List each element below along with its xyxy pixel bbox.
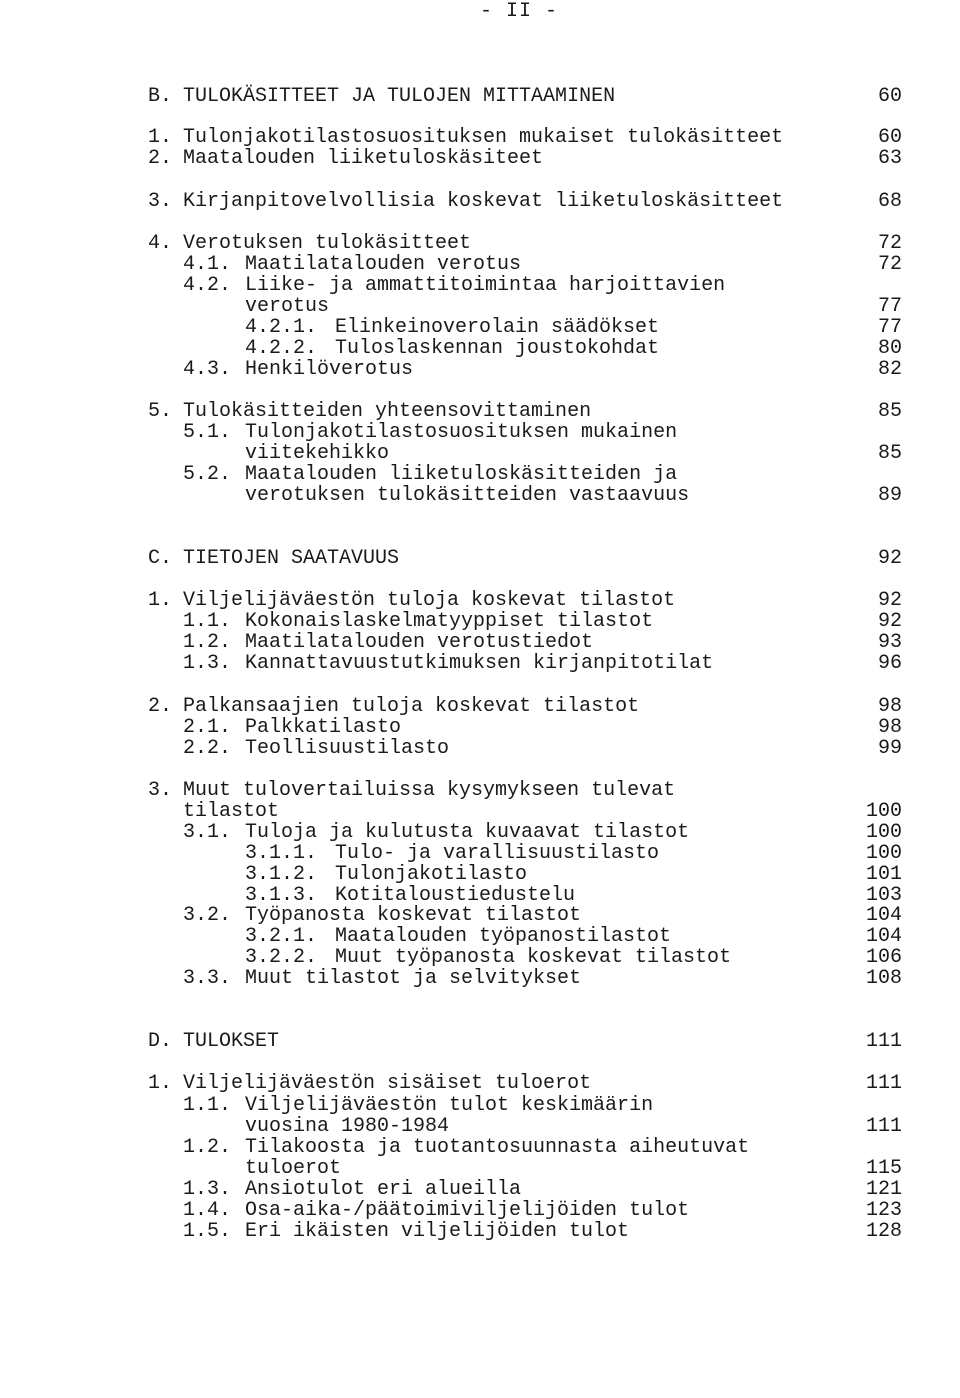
toc-entry [0,1221,960,1243]
toc-entry-page-number: 98 [877,695,902,718]
toc-entry [0,590,960,612]
toc-entry-page-number: 72 [877,232,902,255]
toc-entry-number: C. [148,547,173,570]
toc-entry-page-number: 85 [877,400,902,423]
toc-entry-number: 5.1. [183,421,232,444]
toc-entry-title: Maatilatalouden verotus [245,253,522,276]
toc-entry-title: Tulo- ja varallisuustilasto [335,842,660,865]
toc-entry [0,905,960,927]
toc-entry [0,254,960,276]
toc-entry [0,359,960,381]
toc-entry-number: 3.1.3. [245,884,318,907]
toc-entry-title: Henkilöverotus [245,358,414,381]
toc-entry-title: Maatalouden liiketuloskäsitteiden ja [245,463,678,486]
toc-entry-title: Tilakoosta ja tuotantosuunnasta aiheutuvat [245,1136,750,1159]
toc-entry-title: Osa-aika-/päätoimiviljelijöiden tulot [245,1199,690,1222]
toc-entry-number: 2.1. [183,716,232,739]
toc-entry-number: 2.2. [183,737,232,760]
toc-entry-title: Maatalouden liiketuloskäsiteet [183,147,544,170]
toc-entry [0,422,960,444]
toc-entry-page-number: 128 [865,1220,902,1243]
toc-entry-title: Tulokäsitteiden yhteensovittaminen [183,400,592,423]
toc-entry-title: Ansiotulot eri alueilla [245,1178,522,1201]
toc-entry [0,696,960,718]
toc-entry-title: Liike- ja ammattitoimintaa harjoittavien [245,274,726,297]
toc-entry-title: Viljelijäväestön tulot keskimäärin [245,1094,654,1117]
toc-entry-title: viitekehikko [245,442,390,465]
toc-entry-page-number: 111 [865,1072,902,1095]
toc-entry-number: 1. [148,1072,173,1095]
toc-entry-page-number: 63 [877,147,902,170]
toc-entry [0,86,960,108]
toc-entry [0,1179,960,1201]
toc-entry-page-number: 103 [865,884,902,907]
toc-entry-title: tuloerot [245,1157,342,1180]
toc-entry [0,443,960,465]
toc-entry-title: Tulonjakotilastosuosituksen mukainen [245,421,678,444]
toc-entry-page-number: 60 [877,85,902,108]
toc-entry-number: 3.2. [183,904,232,927]
toc-entry [0,1137,960,1159]
toc-entry-page-number: 111 [865,1115,902,1138]
toc-entry-page-number: 72 [877,253,902,276]
toc-entry-number: 1.2. [183,631,232,654]
toc-entry-title: Tuloja ja kulutusta kuvaavat tilastot [245,821,690,844]
toc-entry-title: Palkkatilasto [245,716,402,739]
toc-entry-page-number: 104 [865,925,902,948]
toc-entry-title: Palkansaajien tuloja koskevat tilastot [183,695,640,718]
toc-entry-title: Muut työpanosta koskevat tilastot [335,946,732,969]
toc-entry-number: 1.3. [183,1178,232,1201]
toc-entry-number: B. [148,85,173,108]
toc-entry-page-number: 77 [877,295,902,318]
toc-entry-page-number: 99 [877,737,902,760]
toc-entry-number: 1.1. [183,1094,232,1117]
toc-entry-page-number: 115 [865,1157,902,1180]
toc-entry-page-number: 108 [865,967,902,990]
toc-entry-number: 1. [148,589,173,612]
toc-entry-page-number: 100 [865,821,902,844]
toc-entry-title: Viljelijäväestön sisäiset tuloerot [183,1072,592,1095]
toc-entry [0,926,960,948]
toc-entry-title: Muut tilastot ja selvitykset [245,967,582,990]
toc-entry-number: 3.1.1. [245,842,318,865]
toc-entry-page-number: 89 [877,484,902,507]
toc-entry [0,233,960,255]
toc-entry [0,1031,960,1053]
page-number-header: - II - [480,0,559,23]
toc-entry-title: Kokonaislaskelmatyyppiset tilastot [245,610,654,633]
toc-entry-page-number: 68 [877,190,902,213]
toc-entry-number: 2. [148,147,173,170]
toc-entry-page-number: 111 [865,1030,902,1053]
toc-entry-number: 4.2. [183,274,232,297]
toc-entry-number: 3.2.2. [245,946,318,969]
toc-entry [0,611,960,633]
toc-entry-number: 4.1. [183,253,232,276]
toc-entry-number: 4.2.1. [245,316,318,339]
toc-entry-page-number: 85 [877,442,902,465]
toc-entry-number: 1.2. [183,1136,232,1159]
toc-entry [0,338,960,360]
toc-entry-page-number: 121 [865,1178,902,1201]
toc-entry-title: Tuloslaskennan joustokohdat [335,337,660,360]
toc-entry-number: 3.1. [183,821,232,844]
toc-entry-title: TIETOJEN SAATAVUUS [183,547,400,570]
toc-entry-page-number: 82 [877,358,902,381]
toc-entry-page-number: 93 [877,631,902,654]
toc-entry-title: Muut tulovertailuissa kysymykseen tulevat [183,779,676,802]
toc-entry-number: D. [148,1030,173,1053]
toc-entry [0,1073,960,1095]
toc-entry-page-number: 77 [877,316,902,339]
toc-entry-title: Tulonjakotilastosuosituksen mukaiset tulokäsitteet [183,126,784,149]
toc-entry [0,947,960,969]
toc-entry-number: 3.1.2. [245,863,318,886]
toc-entry-title: Työpanosta koskevat tilastot [245,904,582,927]
toc-entry [0,275,960,297]
toc-entry [0,843,960,865]
toc-entry [0,464,960,486]
toc-entry-number: 3.2.1. [245,925,318,948]
toc-entry-page-number: 98 [877,716,902,739]
toc-entry-page-number: 101 [865,863,902,886]
toc-entry-title: verotus [245,295,330,318]
toc-entry [0,738,960,760]
toc-entry-title: TULOKSET [183,1030,280,1053]
toc-entry-title: Tulonjakotilasto [335,863,528,886]
toc-entry [0,548,960,570]
toc-entry-page-number: 80 [877,337,902,360]
toc-entry [0,485,960,507]
toc-entry [0,1158,960,1180]
toc-entry-number: 5. [148,400,173,423]
toc-entry-number: 1. [148,126,173,149]
toc-entry-title: Viljelijäväestön tuloja koskevat tilastot [183,589,676,612]
toc-entry [0,1200,960,1222]
toc-entry [0,148,960,170]
toc-entry [0,1095,960,1117]
toc-entry [0,968,960,990]
toc-entry-title: Teollisuustilasto [245,737,450,760]
toc-entry-page-number: 100 [865,800,902,823]
toc-entry-number: 1.5. [183,1220,232,1243]
toc-entry-title: Verotuksen tulokäsitteet [183,232,472,255]
toc-entry [0,822,960,844]
toc-entry-title: Elinkeinoverolain säädökset [335,316,660,339]
toc-entry-page-number: 100 [865,842,902,865]
toc-entry-number: 4.2.2. [245,337,318,360]
toc-entry-number: 5.2. [183,463,232,486]
toc-entry-page-number: 92 [877,610,902,633]
toc-entry-number: 3. [148,779,173,802]
toc-entry [0,1116,960,1138]
toc-entry-title: vuosina 1980-1984 [245,1115,450,1138]
toc-entry-title: Kirjanpitovelvollisia koskevat liiketuloskäsitteet [183,190,784,213]
toc-entry-number: 3.3. [183,967,232,990]
toc-entry-page-number: 104 [865,904,902,927]
toc-entry-title: verotuksen tulokäsitteiden vastaavuus [245,484,690,507]
toc-entry-page-number: 92 [877,589,902,612]
toc-entry [0,717,960,739]
toc-entry-title: Kotitaloustiedustelu [335,884,576,907]
toc-entry-title: Eri ikäisten viljelijöiden tulot [245,1220,630,1243]
toc-entry [0,864,960,886]
toc-entry [0,127,960,149]
toc-entry-number: 1.1. [183,610,232,633]
toc-entry [0,801,960,823]
toc-entry-number: 2. [148,695,173,718]
toc-entry-number: 3. [148,190,173,213]
toc-entry-page-number: 60 [877,126,902,149]
toc-entry-page-number: 96 [877,652,902,675]
toc-entry-title: tilastot [183,800,280,823]
toc-entry [0,401,960,423]
toc-entry-number: 4.3. [183,358,232,381]
toc-entry-title: TULOKÄSITTEET JA TULOJEN MITTAAMINEN [183,85,616,108]
toc-entry [0,296,960,318]
toc-entry-number: 1.3. [183,652,232,675]
toc-entry [0,317,960,339]
toc-entry [0,191,960,213]
toc-entry-title: Maatalouden työpanostilastot [335,925,672,948]
toc-entry-page-number: 123 [865,1199,902,1222]
toc-entry-page-number: 92 [877,547,902,570]
toc-entry [0,653,960,675]
toc-entry-page-number: 106 [865,946,902,969]
toc-entry-title: Maatilatalouden verotustiedot [245,631,594,654]
toc-entry-number: 4. [148,232,173,255]
toc-entry-number: 1.4. [183,1199,232,1222]
toc-entry-title: Kannattavuustutkimuksen kirjanpitotilat [245,652,714,675]
toc-entry [0,632,960,654]
toc-entry [0,780,960,802]
